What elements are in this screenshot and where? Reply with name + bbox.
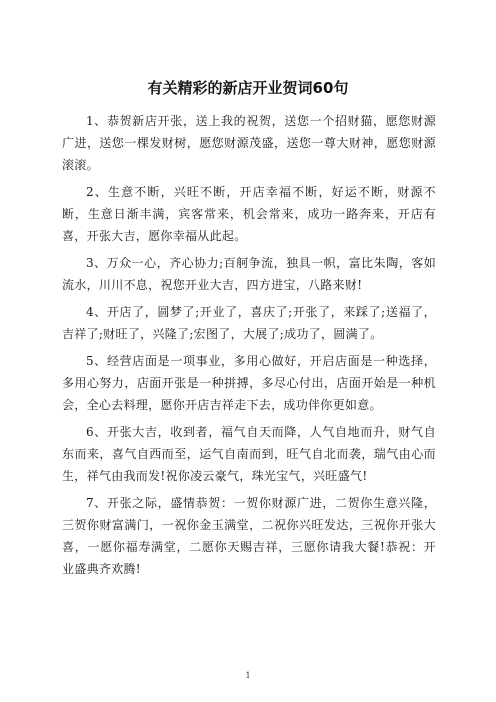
paragraph-6: 6、开张大吉，收到者，福气自天而降，人气自地而升，财气自东而来，喜气自西而至，运气自南而到，旺气自北而袭，瑞气由心而生，祥气由我而发!祝你凌云豪气，珠光宝气，兴旺盛气! xyxy=(62,425,436,483)
page-number: 1 xyxy=(245,671,251,680)
paragraph-2: 2、生意不断，兴旺不断，开店幸福不断，好运不断，财源不断，生意日渐丰满，宾客常来，机会常来，成功一路奔来，开店有喜，开张大吉，愿你幸福从此起。 xyxy=(62,185,436,243)
paragraph-4: 4、开店了，圆梦了;开业了，喜庆了;开张了，来踩了;送福了，吉祥了;财旺了，兴隆了;宏图了，大展了;成功了，圆满了。 xyxy=(62,305,436,341)
paragraph-5: 5、经营店面是一项事业，多用心做好，开启店面是一种选择，多用心努力，店面开张是一种拼搏，多尽心付出，店面开始是一种机会，全心去料理，愿你开店吉祥走下去，成功伴你更如意。 xyxy=(62,354,436,412)
paragraph-1: 1、恭贺新店开张，送上我的祝贺，送您一个招财猫，愿您财源广进，送您一棵发财树，愿您财源茂盛，送您一尊大财神，愿您财源滚滚。 xyxy=(62,114,436,172)
document-title: 有关精彩的新店开业贺词60句 xyxy=(147,79,349,97)
paragraph-7: 7、开张之际，盛情恭贺：一贺你财源广进，二贺你生意兴隆，三贺你财富满门，一祝你金玉满堂，二祝你兴旺发达，三祝你开张大喜，一愿你福寿满堂，二愿你天赐吉祥，三愿你请我大餐!恭祝：开业盛典齐欢腾! xyxy=(62,496,436,576)
document-body xyxy=(62,110,436,585)
paragraph-3: 3、万众一心，齐心协力;百舸争流，独具一帜，富比朱陶，客如流水，川川不息，祝您开业大吉，四方进宝，八路来财! xyxy=(62,256,436,292)
